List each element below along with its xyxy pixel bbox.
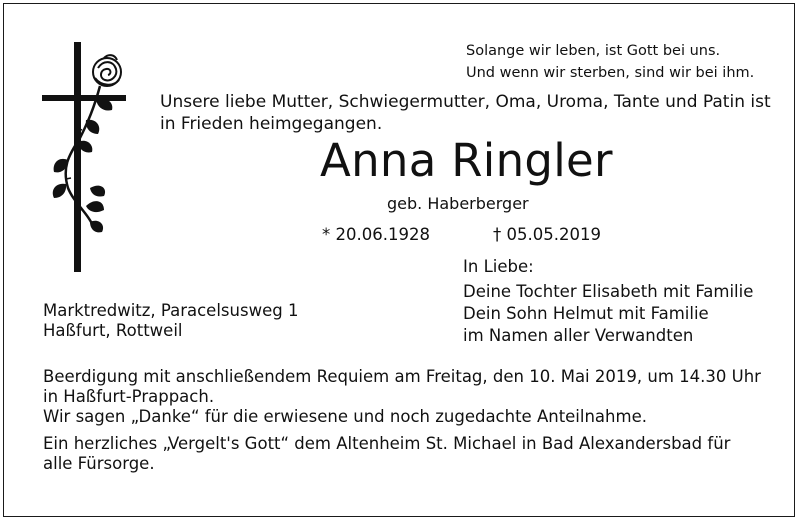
birth-date: * 20.06.1928 bbox=[322, 225, 430, 244]
intro-line-1: Unsere liebe Mutter, Schwiegermutter, Oma, Uroma, Tante und Patin ist bbox=[160, 92, 771, 112]
place-line: Haßfurt, Rottweil bbox=[43, 321, 183, 340]
funeral-notice: Beerdigung mit anschließendem Requiem am Freitag, den 10. Mai 2019, um 14.30 Uhr in Haßfurt-Prappach. bbox=[43, 367, 761, 406]
cross-with-rose-icon bbox=[38, 38, 138, 278]
mourners-heading: In Liebe: bbox=[463, 257, 534, 276]
motto-line-2: Und wenn wir sterben, sind wir bei ihm. bbox=[466, 65, 755, 81]
mourner-line: Dein Sohn Helmut mit Familie bbox=[463, 304, 709, 323]
gratitude-notice: Ein herzliches „Vergelt's Gott“ dem Altenheim St. Michael in Bad Alexandersbad für alle Fürsorge. bbox=[43, 434, 731, 473]
maiden-name: geb. Haberberger bbox=[387, 194, 529, 213]
mourner-line: Deine Tochter Elisabeth mit Familie bbox=[463, 282, 754, 301]
thanks-notice: Wir sagen „Danke“ für die erwiesene und noch zugedachte Anteilnahme. bbox=[43, 407, 647, 426]
motto-line-1: Solange wir leben, ist Gott bei uns. bbox=[466, 43, 721, 59]
mourner-line: im Namen aller Verwandten bbox=[463, 326, 694, 345]
deceased-name: Anna Ringler bbox=[320, 134, 613, 187]
place-line: Marktredwitz, Paracelsusweg 1 bbox=[43, 301, 299, 320]
intro-line-2: in Frieden heimgegangen. bbox=[160, 114, 383, 134]
death-date: † 05.05.2019 bbox=[493, 225, 601, 244]
